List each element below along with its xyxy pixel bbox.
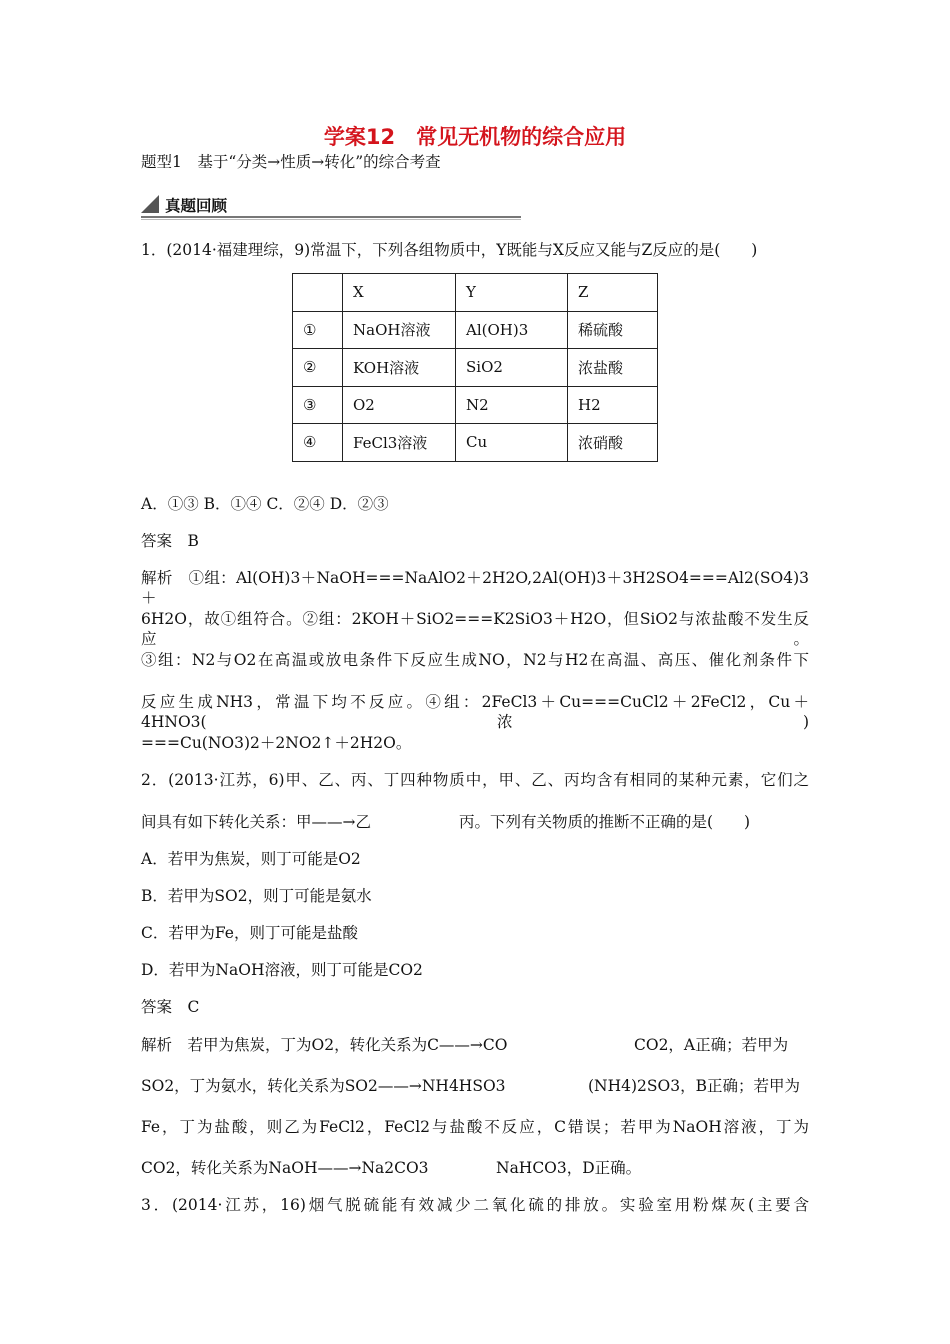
table-cell: SiO2 <box>456 349 568 387</box>
q1-analysis-line: ③组：N2与O2在高温或放电条件下反应生成NO，N2与H2在高温、高压、催化剂条件下 <box>141 651 809 669</box>
q1-table <box>292 273 658 462</box>
q2-analysis-line: CO2，转化关系为NaOH——→Na2CO3 <box>141 1159 429 1177</box>
table-cell: 浓盐酸 <box>568 349 658 387</box>
table-cell: Y <box>456 274 568 312</box>
table-row <box>293 424 658 462</box>
q2-analysis-line: SO2，丁为氨水，转化关系为SO2——→NH4HSO3 <box>141 1077 506 1095</box>
table-cell <box>293 274 343 312</box>
table-row <box>293 349 658 387</box>
section-rule <box>141 216 521 218</box>
table-cell: H2 <box>568 386 658 424</box>
q1-stem: 1．(2014·福建理综，9)常温下，下列各组物质中，Y既能与X反应又能与Z反应的是( ) <box>141 241 758 259</box>
table-cell: N2 <box>456 386 568 424</box>
table-cell: ③ <box>293 386 343 424</box>
q1-analysis-line: 6H2O，故①组符合。②组：2KOH＋SiO2===K2SiO3＋H2O，但SiO2与浓盐酸不发生反应。 <box>141 610 809 648</box>
q2-stem-line: 间具有如下转化关系：甲——→乙 <box>141 813 371 831</box>
table-cell: FeCl3溶液 <box>343 424 456 462</box>
q2-answer: 答案 C <box>141 998 200 1016</box>
table-cell: X <box>343 274 456 312</box>
table-cell: 浓硝酸 <box>568 424 658 462</box>
table-cell: ② <box>293 349 343 387</box>
topic-heading: 题型1 基于“分类→性质→转化”的综合考查 <box>141 153 441 171</box>
q2-analysis-line-cont: CO2，A正确；若甲为 <box>634 1036 789 1054</box>
q2-option: A．若甲为焦炭，则丁可能是O2 <box>141 850 361 868</box>
q2-analysis-line-cont: (NH4)2SO3，B正确；若甲为 <box>588 1077 800 1095</box>
table-cell: ④ <box>293 424 343 462</box>
section-marker-icon <box>141 195 159 213</box>
table-cell: ① <box>293 311 343 349</box>
table-cell: NaOH溶液 <box>343 311 456 349</box>
table-row <box>293 311 658 349</box>
q3-stem: 3．(2014·江苏，16)烟气脱硫能有效减少二氧化硫的排放。实验室用粉煤灰(主要含 <box>141 1196 809 1214</box>
table-cell: O2 <box>343 386 456 424</box>
q1-answer: 答案 B <box>141 532 199 550</box>
q2-stem-line: 2．(2013·江苏，6)甲、乙、丙、丁四种物质中，甲、乙、丙均含有相同的某种元素，它们之 <box>141 771 809 789</box>
page-title: 学案12 常见无机物的综合应用 <box>323 125 627 149</box>
q2-analysis-line-cont: NaHCO3，D正确。 <box>496 1159 642 1177</box>
q2-option: B．若甲为SO2，则丁可能是氨水 <box>141 887 372 905</box>
q1-analysis-line: 解析 ①组：Al(OH)3＋NaOH===NaAlO2＋2H2O,2Al(OH)3＋3H2SO4===Al2(SO4)3＋ <box>141 569 809 607</box>
q1-analysis-line: 反应生成NH3，常温下均不反应。④组：2FeCl3＋Cu===CuCl2＋2FeCl2，Cu＋4HNO3(浓) <box>141 693 809 731</box>
q2-stem-line-cont: 丙。下列有关物质的推断不正确的是( ) <box>459 813 751 831</box>
table-cell: Z <box>568 274 658 312</box>
q2-analysis-line: Fe，丁为盐酸，则乙为FeCl2，FeCl2与盐酸不反应，C错误；若甲为NaOH溶液，丁为 <box>141 1118 809 1136</box>
q1-analysis-line: ===Cu(NO3)2＋2NO2↑＋2H2O。 <box>141 734 412 752</box>
table-cell: KOH溶液 <box>343 349 456 387</box>
section-label: 真题回顾 <box>165 197 228 215</box>
q2-option: C．若甲为Fe，则丁可能是盐酸 <box>141 924 358 942</box>
table-cell: Al(OH)3 <box>456 311 568 349</box>
table-cell: Cu <box>456 424 568 462</box>
table-cell: 稀硫酸 <box>568 311 658 349</box>
q2-option: D．若甲为NaOH溶液，则丁可能是CO2 <box>141 961 423 979</box>
table-header-row <box>293 274 658 312</box>
section-rule-thin <box>141 219 521 220</box>
section-header <box>141 193 521 219</box>
q1-options: A．①③ B．①④ C．②④ D．②③ <box>141 495 389 513</box>
table-row <box>293 386 658 424</box>
q2-analysis-line: 解析 若甲为焦炭，丁为O2，转化关系为C——→CO <box>141 1036 508 1054</box>
